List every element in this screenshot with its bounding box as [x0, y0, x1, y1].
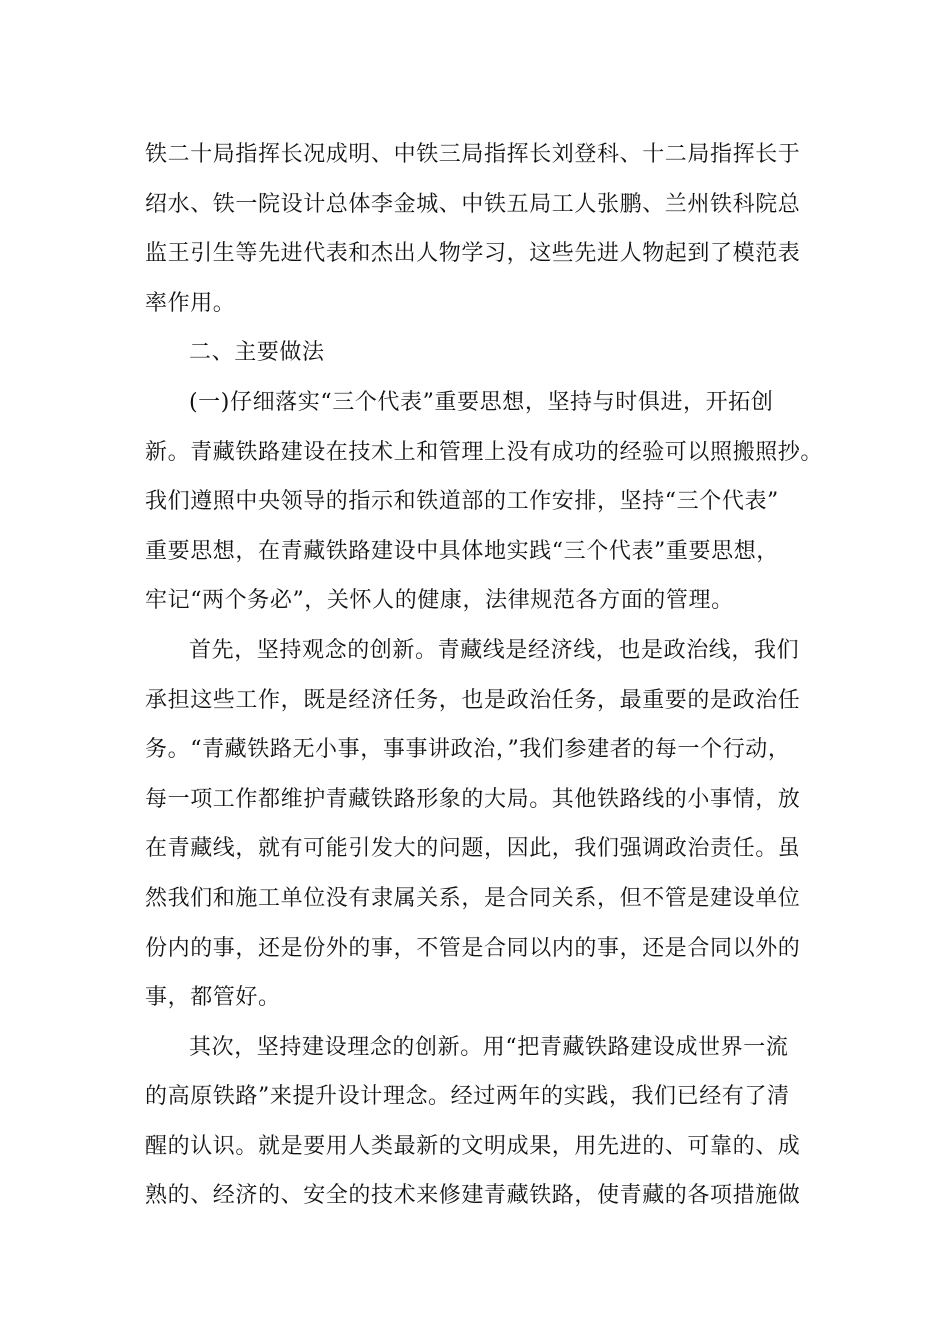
text-line: 绍水、铁一院设计总体李金城、中铁五局工人张鹏、兰州铁科院总 [145, 191, 801, 217]
text-line: 每一项工作都维护青藏铁路形象的大局。其他铁路线的小事情，放 [145, 786, 801, 812]
text-line: 监王引生等先进代表和杰出人物学习，这些先进人物起到了模范表 [145, 241, 801, 267]
text-line: 我们遵照中央领导的指示和铁道部的工作安排，坚持“三个代表” [145, 489, 779, 515]
text-line: 熟的、经济的、安全的技术来修建青藏铁路，使青藏的各项措施做 [145, 1183, 801, 1209]
text-line: 承担这些工作，既是经济任务，也是政治任务，最重要的是政治任 [145, 687, 801, 713]
text-line: 其次，坚持建设理念的创新。用“把青藏铁路建设成世界一流 [189, 1034, 789, 1060]
text-line: 新。青藏铁路建设在技术上和管理上没有成功的经验可以照搬照抄。 [145, 439, 824, 465]
text-line: 醒的认识。就是要用人类最新的文明成果，用先进的、可靠的、成 [145, 1133, 801, 1159]
text-line: (一)仔细落实“三个代表”重要思想，坚持与时俱进，开拓创 [189, 389, 774, 415]
text-line: 份内的事，还是份外的事，不管是合同以内的事，还是合同以外的 [145, 935, 801, 961]
text-line: 铁二十局指挥长况成明、中铁三局指挥长刘登科、十二局指挥长于 [145, 142, 801, 167]
text-line: 牢记“两个务必”，关怀人的健康，法律规范各方面的管理。 [145, 588, 734, 614]
text-line: 事，都管好。 [145, 985, 281, 1011]
text-line: 重要思想，在青藏铁路建设中具体地实践“三个代表”重要思想， [145, 538, 779, 564]
text-line: 首先，坚持观念的创新。青藏线是经济线，也是政治线，我们 [189, 637, 800, 663]
document-body [145, 130, 824, 1221]
text-line: 在青藏线，就有可能引发大的问题，因此，我们强调政治责任。虽 [145, 836, 801, 862]
text-line: 务。“青藏铁路无小事，事事讲政治，”我们参建者的每一个行动， [145, 737, 791, 763]
text-line: 的高原铁路”来提升设计理念。经过两年的实践，我们已经有了清 [145, 1084, 790, 1110]
section-heading: 二、主要做法 [189, 340, 325, 366]
text-line: 率作用。 [145, 290, 236, 316]
text-line: 然我们和施工单位没有隶属关系，是合同关系，但不管是建设单位 [145, 885, 801, 911]
